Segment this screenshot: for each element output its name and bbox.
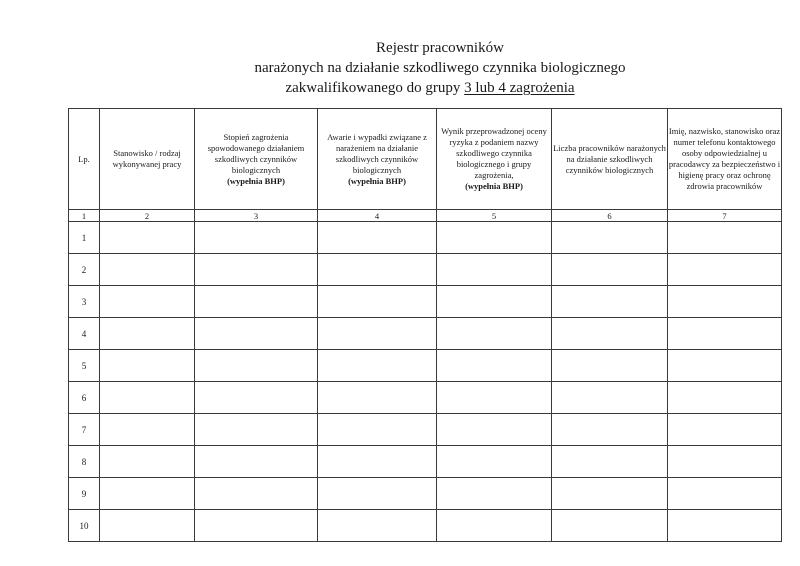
document-title (0, 38, 800, 98)
header-risk-assessment: Wynik przeprowadzonej oceny ryzyka z podaniem nazwy szkodliwego czynnika biologicznego i grupy zagrożenia, (wypełnia BHP) (437, 109, 552, 210)
table-row (69, 382, 782, 414)
table-cell[interactable] (318, 510, 437, 542)
column-number-row (69, 210, 782, 222)
table-cell[interactable] (195, 510, 318, 542)
table-cell[interactable] (318, 382, 437, 414)
table-cell[interactable] (668, 254, 782, 286)
header-position: Stanowisko / rodzaj wykonywanej pracy (100, 109, 195, 210)
table-cell[interactable] (437, 318, 552, 350)
header-accidents: Awarie i wypadki związane z narażeniem na działanie szkodliwych czynników biologicznych (wypełnia BHP) (318, 109, 437, 210)
row-number: 6 (69, 382, 100, 414)
table-cell[interactable] (552, 286, 668, 318)
register-body (69, 222, 782, 542)
table-cell[interactable] (100, 382, 195, 414)
table-cell[interactable] (437, 446, 552, 478)
table-cell[interactable] (668, 446, 782, 478)
table-cell[interactable] (552, 254, 668, 286)
table-cell[interactable] (552, 446, 668, 478)
table-cell[interactable] (318, 446, 437, 478)
table-cell[interactable] (318, 254, 437, 286)
table-cell[interactable] (668, 286, 782, 318)
table-cell[interactable] (437, 286, 552, 318)
title-line-1: Rejestr pracowników (376, 40, 504, 56)
table-cell[interactable] (437, 414, 552, 446)
row-number: 3 (69, 286, 100, 318)
table-cell[interactable] (437, 350, 552, 382)
table-cell[interactable] (100, 414, 195, 446)
title-line-3 (0, 78, 800, 98)
table-cell[interactable] (100, 478, 195, 510)
table-cell[interactable] (552, 414, 668, 446)
table-cell[interactable] (437, 382, 552, 414)
table-cell[interactable] (668, 478, 782, 510)
table-cell[interactable] (100, 254, 195, 286)
table-cell[interactable] (195, 350, 318, 382)
table-cell[interactable] (195, 254, 318, 286)
table-cell[interactable] (195, 286, 318, 318)
row-number: 10 (69, 510, 100, 542)
header-note: (wypełnia BHP) (227, 175, 285, 186)
table-cell[interactable] (552, 382, 668, 414)
table-cell[interactable] (318, 286, 437, 318)
table-cell[interactable] (195, 222, 318, 254)
row-number: 7 (69, 414, 100, 446)
row-number: 9 (69, 478, 100, 510)
table-cell[interactable] (318, 318, 437, 350)
table-row (69, 414, 782, 446)
column-number: 7 (668, 210, 782, 222)
row-number: 4 (69, 318, 100, 350)
header-threat-level: Stopień zagrożenia spowodowanego działaniem szkodliwych czynników biologicznych (wypełnia BHP) (195, 109, 318, 210)
header-note: (wypełnia BHP) (465, 181, 523, 191)
table-row (69, 222, 782, 254)
table-cell[interactable] (552, 222, 668, 254)
table-cell[interactable] (668, 414, 782, 446)
table-cell[interactable] (318, 222, 437, 254)
table-cell[interactable] (552, 350, 668, 382)
table-row (69, 446, 782, 478)
column-number: 3 (195, 210, 318, 222)
table-row (69, 318, 782, 350)
title-line-3-underlined: 3 lub 4 zagrożenia (464, 80, 575, 96)
title-line-3-prefix: zakwalifikowanego do grupy (285, 80, 465, 96)
table-row (69, 286, 782, 318)
table-row (69, 510, 782, 542)
table-cell[interactable] (552, 318, 668, 350)
table-cell[interactable] (437, 478, 552, 510)
table-cell[interactable] (318, 350, 437, 382)
header-worker-count: Liczba pracowników narażonych na działanie szkodliwych czynników biologicznych (552, 109, 668, 210)
table-cell[interactable] (318, 414, 437, 446)
table-cell[interactable] (437, 222, 552, 254)
row-number: 5 (69, 350, 100, 382)
table-cell[interactable] (100, 446, 195, 478)
row-number: 2 (69, 254, 100, 286)
table-cell[interactable] (437, 510, 552, 542)
table-cell[interactable] (195, 414, 318, 446)
table-cell[interactable] (668, 318, 782, 350)
table-row (69, 350, 782, 382)
column-number: 2 (100, 210, 195, 222)
table-row (69, 254, 782, 286)
table-cell[interactable] (100, 286, 195, 318)
table-cell[interactable] (668, 382, 782, 414)
table-cell[interactable] (100, 318, 195, 350)
row-number: 1 (69, 222, 100, 254)
table-row (69, 478, 782, 510)
column-number: 5 (437, 210, 552, 222)
table-cell[interactable] (195, 478, 318, 510)
header-row (69, 109, 782, 210)
column-number: 1 (69, 210, 100, 222)
register-table (68, 108, 782, 542)
table-cell[interactable] (100, 350, 195, 382)
row-number: 8 (69, 446, 100, 478)
table-cell[interactable] (437, 254, 552, 286)
title-line-2: narażonych na działanie szkodliwego czynnika biologicznego (254, 60, 626, 76)
table-cell[interactable] (668, 510, 782, 542)
header-note: (wypełnia BHP) (348, 175, 406, 186)
table-cell[interactable] (668, 222, 782, 254)
header-lp: Lp. (69, 109, 100, 210)
table-cell[interactable] (195, 446, 318, 478)
table-cell[interactable] (195, 318, 318, 350)
table-cell[interactable] (195, 382, 318, 414)
table-cell[interactable] (552, 478, 668, 510)
table-cell[interactable] (100, 222, 195, 254)
column-number: 6 (552, 210, 668, 222)
table-cell[interactable] (100, 510, 195, 542)
column-number: 4 (318, 210, 437, 222)
table-cell[interactable] (668, 350, 782, 382)
header-responsible-person: Imię, nazwisko, stanowisko oraz numer telefonu kontaktowego osoby odpowiedzialnej u pracodawcy za bezpieczeństwo i higienę pracy oraz ochronę zdrowia pracowników (668, 109, 782, 210)
table-cell[interactable] (318, 478, 437, 510)
table-cell[interactable] (552, 510, 668, 542)
